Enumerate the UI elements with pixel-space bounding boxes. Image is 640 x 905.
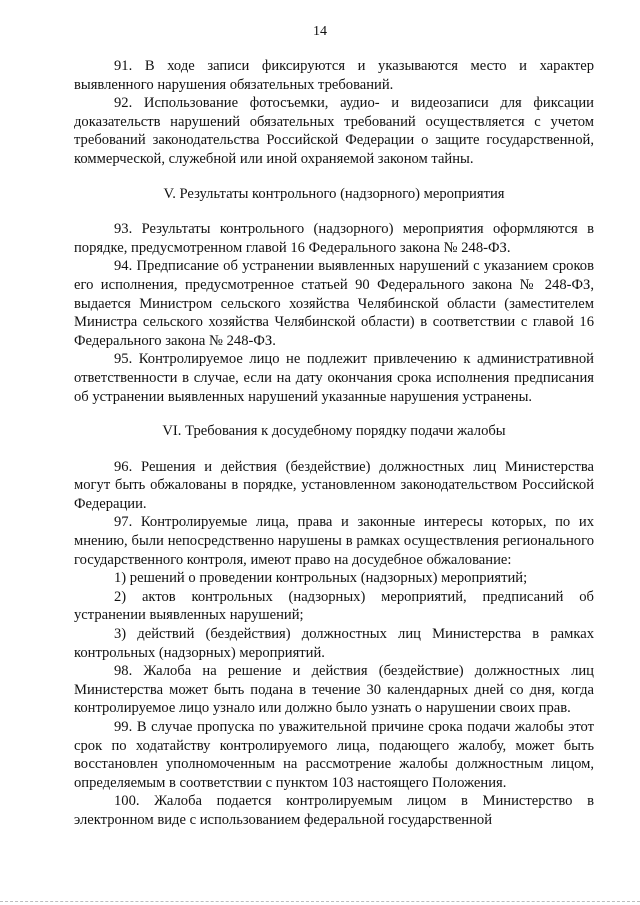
list-item-1: 1) решений о проведении контрольных (надзорных) мероприятий;	[114, 570, 528, 587]
paragraph-94: 94. Предписание об устранении выявленных нарушений с указанием сроков его исполнения, предусмотренное статьей 90 Федерального закона № 248-ФЗ, выдается Министром сельского хозяйства Челябинской области (заместителем Министра сельского хозяйства Челябинской области) в соответствии с главой 16 Федерального закона № 248-ФЗ.	[74, 258, 594, 349]
paragraph-98: 98. Жалоба на решение и действия (бездействие) должностных лиц Министерства может быть подана в течение 30 календарных дней со дня, когда контролируемое лицо узнало или должно было узнать о нарушении своих прав.	[74, 663, 594, 717]
paragraph-95: 95. Контролируемое лицо не подлежит привлечению к административной ответственности в случае, если на дату окончания срока исполнения предписания об устранении выявленных нарушений указанные нарушения устранены.	[74, 351, 594, 405]
page-number: 14	[313, 24, 327, 39]
list-item-2: 2) актов контрольных (надзорных) мероприятий, предписаний об устранении выявленных нарушений;	[74, 588, 594, 624]
paragraph-97: 97. Контролируемые лица, права и законные интересы которых, по их мнению, были непосредственно нарушены в рамках осуществления регионального государственного контроля, имеют право на досудебное обжалование:	[74, 514, 594, 568]
paragraph-96: 96. Решения и действия (бездействие) должностных лиц Министерства могут быть обжалованы в порядке, установленном законодательством Российской Федерации.	[74, 458, 594, 512]
paragraph-92: 92. Использование фотосъемки, аудио- и видеозаписи для фиксации доказательств нарушений обязательных требований осуществляется с учетом требований законодательства Российской Федерации о защите государственной, коммерческой, служебной или иной охраняемой законом тайны.	[74, 95, 594, 167]
section-heading-v: V. Результаты контрольного (надзорного) мероприятия	[163, 185, 505, 202]
paragraph-93: 93. Результаты контрольного (надзорного) мероприятия оформляются в порядке, предусмотренном главой 16 Федерального закона № 248-ФЗ.	[74, 221, 594, 256]
document-body	[74, 57, 594, 830]
section-heading-vi: VI. Требования к досудебному порядку подачи жалобы	[162, 423, 506, 440]
page-bottom-edge	[0, 901, 640, 902]
paragraph-99: 99. В случае пропуска по уважительной причине срока подачи жалобы этот срок по ходатайству контролируемого лица, подающего жалобу, может быть восстановлен уполномоченным на рассмотрение жалобы должностным лицом, определяемым в соответствии с пунктом 103 настоящего Положения.	[74, 719, 594, 791]
list-item-3: 3) действий (бездействия) должностных лиц Министерства в рамках контрольных (надзорных) мероприятий.	[74, 626, 594, 661]
paragraph-91: 91. В ходе записи фиксируются и указываются место и характер выявленного нарушения обязательных требований.	[74, 58, 594, 93]
paragraph-100: 100. Жалоба подается контролируемым лицом в Министерство в электронном виде с использованием федеральной государственной	[74, 793, 594, 828]
